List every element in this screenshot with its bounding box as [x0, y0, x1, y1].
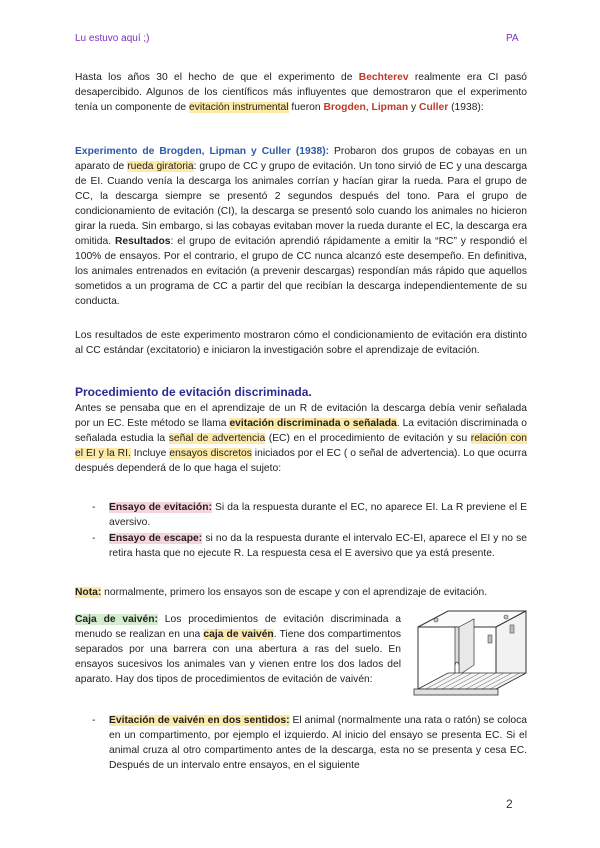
experiment-title: Experimento de Brogden, Lipman y Culler (1938):: [75, 146, 330, 157]
trial-types-list: [75, 500, 527, 561]
header-note: Lu estuvo aquí ;): [75, 33, 150, 44]
highlight-caja-vaiven: caja de vaivén: [203, 629, 274, 640]
highlight-evitacion-instrumental: evitación instrumental: [188, 102, 289, 113]
nota-label: Nota:: [75, 587, 102, 598]
shuttle-box-illustration: [408, 607, 528, 699]
highlight-ensayos-discretos: ensayos discretos: [169, 448, 252, 459]
caja-label: Caja de vaivén:: [75, 614, 158, 625]
highlight-relacion: relación con el EI y la RI.: [75, 433, 527, 459]
highlight-rueda-giratoria: rueda giratoria: [127, 161, 194, 172]
vaiven-types-list: [75, 713, 527, 773]
author-brogden: Brogden: [323, 102, 366, 113]
list-item: - Evitación de vaivén en dos sentidos: El animal (normalmente una rata o ratón) se coloca en un compartimento, por ejemplo el izquierdo. Al inicio del ensayo se presenta EC. Si el animal cruza al otro compartimento antes de la descarga, esta no se presenta y cesa EC. Después de un intervalo entre ensayos, en el siguiente: [75, 713, 527, 773]
author-culler: Culler: [419, 102, 449, 113]
header-initials: PA: [506, 33, 519, 44]
experiment-paragraph: Experimento de Brogden, Lipman y Culler (1938): Probaron dos grupos de cobayas en un aparato de rueda giratoria: grupo de CC y grupo de evitación. Un tono sirvió de EC y una descarga de EI. Cuando venía la descarga los animales corrían y hacían girar la rueda. Para el grupo de CC, la descarga siempre se presentó 2 segundos después del tono. Para el grupo de condicionamiento de evitación (CI), la descarga se presentó solo cuando los animales no hicieron girar la rueda. Sin embargo, si las cobayas evitaban mover la rueda durante el EC, la descarga era omitida. Resultados: el grupo de evitación aprendió rápidamente a emitir la “RC” y respondió el 100% de ensayos. Por el contrario, el grupo de CC nunca alcanzó este desempeño. En definitiva, los animales entrenados en evitación (a prevenir descargas) respondían más rápido que aquellos sometidos a un programa de CC a partir del que recibían la descarga independientemente de su conducta.: [75, 146, 527, 307]
section-discriminada: Procedimiento de evitación discriminada. Antes se pensaba que en el aprendizaje de un R de evitación la descarga debía venir señalada por un EC. Este método se llama evitación discriminada o señalada. La evitación discriminada o señalada estudia la señal de advertencia (EC) en el procedimiento de evitación y su relación con el EI y la RI. Incluye ensayos discretos iniciados por el EC ( o señal de advertencia). Lo que ocurra después dependerá de lo que haga el sujeto:: [75, 385, 527, 474]
results-paragraph: Los resultados de este experimento mostraron cómo el condicionamiento de evitación era distinto al CC estándar (excitatorio) e iniciaron la investigación sobre el aprendizaje de evitación.: [75, 330, 527, 356]
results-label: Resultados: [114, 236, 171, 247]
list-item: - Ensayo de escape: si no da la respuesta durante el intervalo EC-EI, aparece el EI y no se retira hasta que no ejecute R. La respuesta cesa el E aversivo que ya está presente.: [75, 531, 527, 561]
highlight-senal-advertencia: señal de advertencia: [168, 433, 266, 444]
term-ensayo-escape: Ensayo de escape:: [109, 533, 203, 544]
caja-paragraph: Caja de vaivén: Los procedimientos de evitación discriminada a menudo se realizan en una caja de vaivén. Tiene dos compartimentos separados por una barrera con una abertura a ras del suelo. En ensayos sucesivos los animales van y vienen entre los dos lados del aparato. Hay dos tipos de procedimientos de evitación de vaivén:: [75, 614, 401, 685]
term-evitacion-dos-sentidos: Evitación de vaivén en dos sentidos:: [109, 715, 290, 726]
section-title: Procedimiento de evitación discriminada.: [75, 385, 312, 399]
intro-paragraph: Hasta los años 30 el hecho de que el experimento de Bechterev realmente era CI pasó desapercibido. Algunos de los científicos más influyentes que demostraron que el experimento tenía un componente de evitación instrumental fueron Brogden, Lipman y Culler (1938):: [75, 72, 527, 113]
term-ensayo-evitacion: Ensayo de evitación:: [109, 502, 212, 513]
highlight-evitacion-discriminada: evitación discriminada o señalada: [229, 418, 397, 429]
nota-paragraph: Nota: normalmente, primero los ensayos son de escape y con el aprendizaje de evitación.: [75, 587, 488, 598]
author-lipman: Lipman: [371, 102, 409, 113]
page-number: 2: [506, 797, 513, 811]
list-item: - Ensayo de evitación: Si da la respuesta durante el EC, no aparece EI. La R previene el E aversivo.: [75, 500, 527, 530]
author-bechterev: Bechterev: [358, 72, 409, 83]
